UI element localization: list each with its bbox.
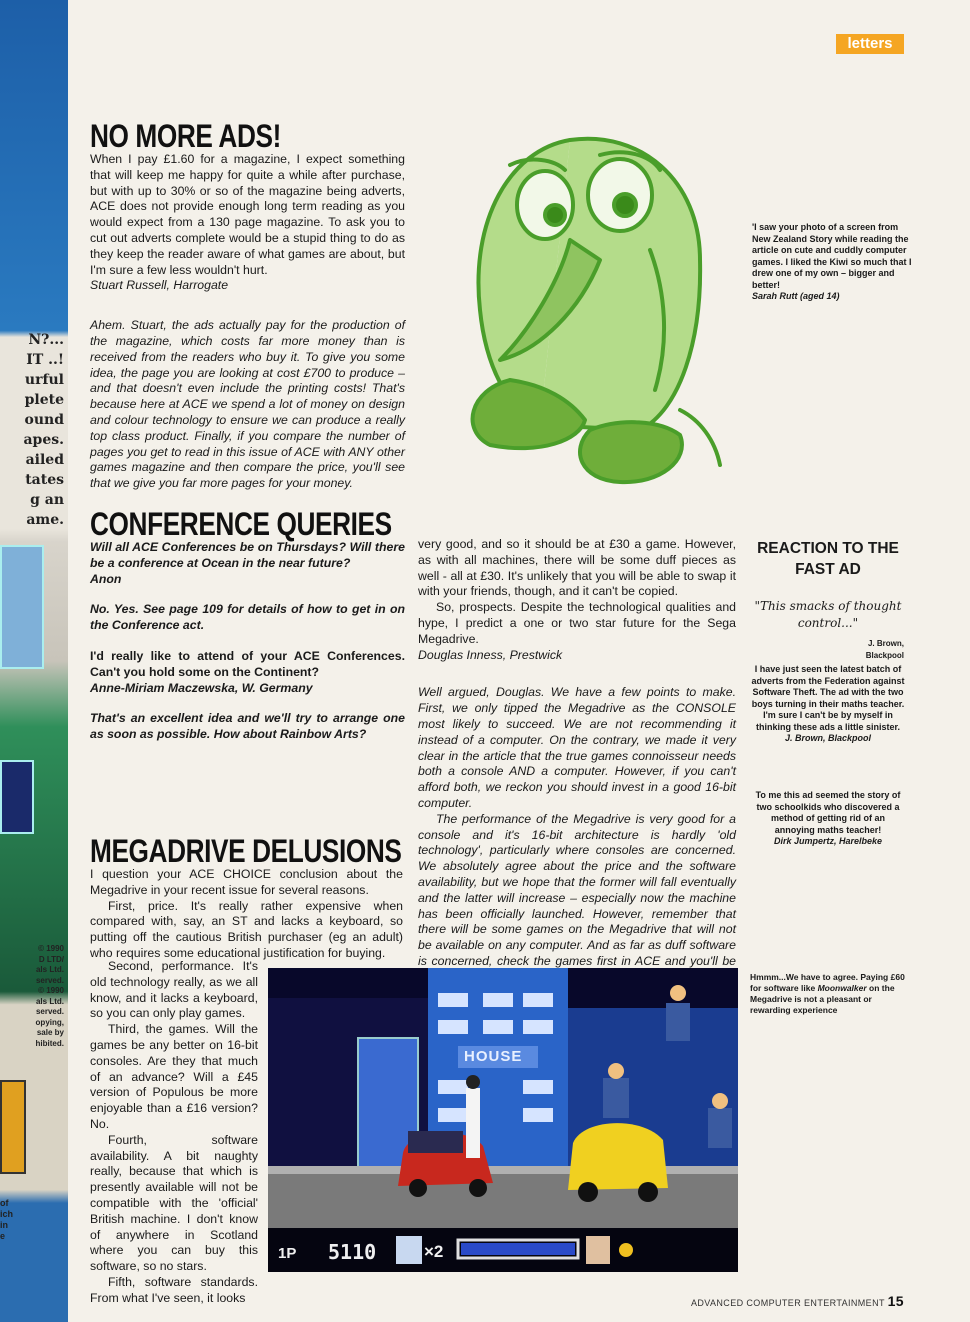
hud-score: 5110 [328,1240,377,1264]
screenshot-caption: Hmmm...We have to agree. Paying £60 for software like Moonwalker on the Megadrive is not a pleasant or rewarding experience [750,972,905,1015]
megadrive-signature: Douglas Inness, Prestwick [418,647,563,662]
question-1: Will all ACE Conferences be on Thursdays? Will there be a conference at Ocean in the near future? [90,540,405,570]
answer-1: No. Yes. See page 109 for details of how to get in on the Conference act. [90,602,405,633]
footer-label: ADVANCED COMPUTER ENTERTAINMENT [690,1298,885,1308]
spine-text-line: plete [24,392,64,408]
spine-text-line: tates [25,472,64,488]
kiwi-caption-signature: Sarah Rutt (aged 14) [752,291,840,301]
megadrive-paragraph-2: First, price. It's really rather expensive when compared with, say, an ST and lacks a keyboard, so putting off the cautious British purchaser (eg an adult) who requires some educational justification for buying. [90,898,403,960]
spine-text-line: ound [24,412,64,428]
spine-copyright-line: © 1990 [38,986,64,995]
letter-title: CONFERENCE QUERIES [90,506,392,542]
letter-body: When I pay £1.60 for a magazine, I expect something that will keep me happy for quite a while after purchase, but with up to 30% or so of the magazine being adverts, ACE does not provide enough long term reading as you would expect from a 130 page magazine. To ask you to cut out adverts complete would be a stupid thing to do as they keep the reader aware of what games are about, but I'm sure a few less wouldn't hurt. [90,152,405,277]
kiwi-drawing [450,110,740,510]
sidebar-quote-signature: J. Brown, Blackpool [865,639,904,660]
spine-bottom-line: in [0,1220,8,1230]
question-2: I'd really like to attend of your ACE Conferences. Can't you hold some on the Continent? [90,648,405,679]
megadrive-continued-1: very good, and so it should be at £30 a game. However, as with all machines, there will be some duff pieces as well - all at £30. It's unlikely that you will be able to swap it with your friends, though, and it can't be copied. [418,537,736,599]
megadrive-narrow-column [90,959,258,1307]
kiwi-caption: 'I saw your photo of a screen from New Zealand Story while reading the article on cute and cuddly computer games. I liked the Kiwi so much that I drew one of my own – bigger and better! Sarah Rutt (aged 14) [752,222,912,301]
editor-reply: Ahem. Stuart, the ads actually pay for the production of the magazine, which costs far more money than is received from the readers who buy it. To give you some idea, the page you are looking at cost £700 to produce – and that doesn't even include the printing costs! That's because here at ACE we spend a lot of money on design and colour technology to ensure we can produce a really top class product. Finally, if you compare the number of pages you get to read in this issue of ACE with ANY other games magazine and then compare the price, you'll see that we give you far more pages for your money. [90,318,405,491]
sidebar-letter-1: I have just seen the latest batch of adverts from the Federation against Software Theft. The ad with the two boys turning in their maths teacher. I'm sure I can't be by myself in thinking these ads a little sinister. J. Brown, Blackpool [751,664,905,743]
spine-copyright-line: sale by [36,1028,64,1037]
sidebar-title: REACTION TO THE FAST AD [757,540,899,578]
megadrive-paragraph-6: Fifth, software standards. From what I've seen, it looks [90,1274,258,1305]
spine-bottom-line: of [0,1198,9,1208]
spine-copyright-line: © 1990 [38,944,64,953]
spine-text-line: g an [30,492,64,508]
answer-2: That's an excellent idea and we'll try to arrange one as soon as possible. How about Rainbow Arts? [90,711,405,742]
sidebar-letter-2: To me this ad seemed the story of two schoolkids who discovered a method of getting rid of an annoying maths teacher! Dirk Jumpertz, Harelbeke [750,790,906,848]
spine-copyright [0,944,64,1049]
letter-conference-queries [90,508,405,743]
spine-bottom-line: e [0,1231,6,1241]
spine-copyright-line: als Ltd. [35,996,64,1006]
spine-thumbnail-3 [0,1080,26,1174]
spine-copyright-line: opying, [35,1017,64,1027]
spine-bottom-text [0,1198,16,1242]
megadrive-continued [418,537,736,986]
spine-text-line: N?... [28,332,64,348]
hud-player: 1P [278,1245,297,1262]
hud-lives: ×2 [424,1242,444,1261]
spine-text-line: urful [24,372,64,388]
spine-text-line: apes. [23,432,64,448]
megadrive-paragraph-3: Second, performance. It's old technology really, as we all know, and it lacks a keyboard, so you can only play games. [90,959,258,1021]
section-tab: letters [836,34,904,54]
letter-megadrive-delusions [90,835,403,962]
moonwalker-screenshot [268,968,738,1272]
spine-text-line: ailed [25,452,64,468]
spine-bottom-line: ich [0,1209,14,1219]
spine-copyright-line: als Ltd. [35,965,64,974]
spine-text [0,330,64,530]
spine-copyright-line: hibited. [35,1038,64,1048]
spine-text-line: IT ..! [26,352,64,368]
spine-text-line: ame. [26,512,64,528]
megadrive-reply-2: The performance of the Megadrive is very good for a console and it's 16-bit architecture is hardly 'old technology', particularly where consoles are concerned. We absolutely agree about the price and the software availability, but we hope that the former will fall eventually and the latter will increase – especially now the machine has been officially launched. However, remember that there will be some games on the Megadrive that will not be available on any computer. And as far as duff software is concerned, check the games first in ACE and you'll be [418,811,736,968]
sidebar-quote: "This smacks of thought control..." [754,599,902,630]
letter-title: NO MORE ADS! [90,118,281,154]
spine-copyright-line: served. [35,975,64,985]
megadrive-paragraph-1: I question your ACE CHOICE conclusion about the Megadrive in your recent issue for several reasons. [90,867,403,897]
letter-no-more-ads [90,120,405,492]
megadrive-paragraph-4: Third, the games. Will the games be any better on 16-bit consoles. Are they that much of an advance? Will a £45 version of Populous be more enjoyable than a £16 version? No. [90,1022,258,1131]
sidebar-letter-1-signature: J. Brown, Blackpool [784,733,871,743]
megadrive-continued-2: So, prospects. Despite the technological qualities and hype, I predict a one or two star future for the Sega Megadrive. [418,600,736,646]
spine-copyright-line: served. [35,1007,64,1016]
question-2-signature: Anne-Miriam Maczewska, W. Germany [90,680,313,695]
megadrive-reply-1: Well argued, Douglas. We have a few points to make. First, we only tipped the Megadrive as the CONSOLE most likely to succeed. We are not recommending it instead of a computer. On the contrary, we made it very clear in the article that the true games connoisseur needs both a console AND a computer. However, if you can't afford both, we reckon you should invest in a good 16-bit computer. [418,685,736,810]
page-number: 15 [887,1293,904,1309]
question-1-signature: Anon [90,571,122,586]
spine-thumbnail-1 [0,545,44,669]
spine-copyright-line: D LTD/ [38,954,64,964]
letter-title: MEGADRIVE DELUSIONS [90,833,402,869]
megadrive-paragraph-5: Fourth, software availability. A bit naughty really, because that which is presently available will not be compatible with the 'official' British machine. I don't know of anywhere in Scotland where you can buy this software, so no stars. [90,1132,258,1274]
sidebar-letter-2-signature: Dirk Jumpertz, Harelbeke [773,836,883,846]
game-sign: HOUSE [464,1048,523,1065]
letter-signature: Stuart Russell, Harrogate [90,278,229,293]
page-footer [691,1293,904,1309]
spine-thumbnail-2 [0,760,34,834]
